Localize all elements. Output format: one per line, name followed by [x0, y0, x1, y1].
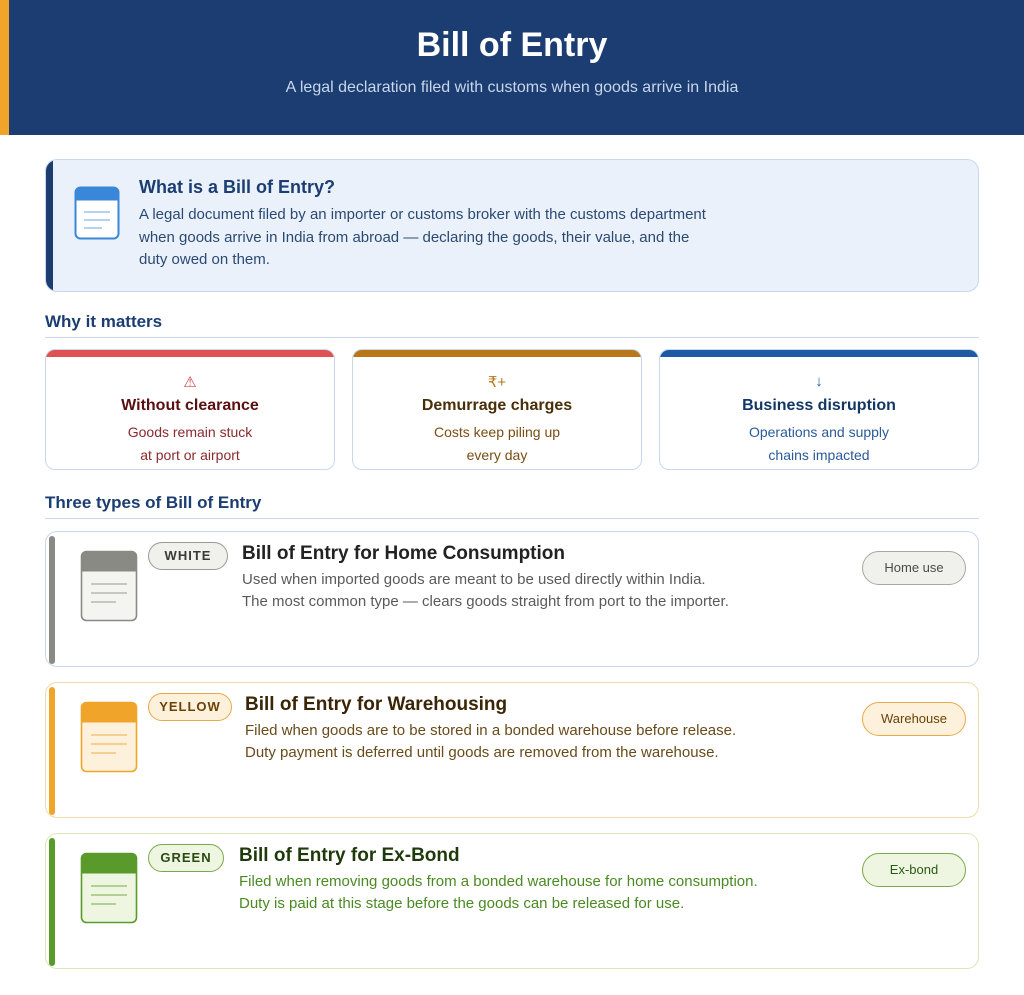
type-color-badge: GREEN: [148, 844, 224, 872]
type-accent-bar: [49, 838, 55, 966]
impact-card-title: Business disruption: [742, 397, 896, 414]
impact-card-line: every day: [466, 447, 528, 463]
why-section-title: Why it matters: [45, 312, 163, 331]
rupee-plus-icon: ₹+: [487, 374, 507, 391]
types-section-title: Three types of Bill of Entry: [45, 493, 262, 512]
impact-card-description: [660, 421, 978, 467]
type-description-line: Filed when goods are to be stored in a bonded warehouse before release.: [245, 722, 737, 739]
type-usage-pill: Ex-bond: [862, 853, 966, 887]
definition-panel: [45, 159, 979, 292]
impact-card-line: Costs keep piling up: [433, 424, 561, 440]
boe-type-card-ex-bond: [45, 833, 979, 969]
type-description-line: Used when imported goods are meant to be used directly within India.: [242, 571, 706, 588]
impact-card-title: Demurrage charges: [421, 397, 573, 414]
why-section-divider: [45, 337, 979, 338]
impact-card-line: chains impacted: [768, 447, 870, 463]
type-usage-pill: Home use: [862, 551, 966, 585]
type-description-line: Filed when removing goods from a bonded warehouse for home consumption.: [239, 873, 758, 890]
types-section-divider: [45, 518, 979, 519]
document-icon: [80, 550, 138, 622]
impact-card-demurrage: [352, 349, 642, 470]
impact-card-accent: [660, 350, 978, 357]
type-description-line: Duty is paid at this stage before the goods can be released for use.: [239, 894, 685, 912]
type-usage-pill: Warehouse: [862, 702, 966, 736]
type-accent-bar: [49, 536, 55, 664]
type-description: [242, 569, 729, 612]
boe-type-card-warehousing: [45, 682, 979, 818]
type-description: [245, 720, 736, 763]
header-accent-bar: [0, 0, 9, 135]
impact-card-line: at port or airport: [140, 447, 240, 463]
type-description: [239, 871, 758, 914]
impact-card-line: Goods remain stuck: [127, 424, 253, 440]
impact-card-description: [46, 421, 334, 467]
impact-card-accent: [46, 350, 334, 357]
type-title: Bill of Entry for Warehousing: [245, 694, 508, 715]
header-banner: [0, 0, 1024, 135]
type-title: Bill of Entry for Ex-Bond: [239, 845, 460, 866]
impact-card-clearance: [45, 349, 335, 470]
type-title: Bill of Entry for Home Consumption: [242, 543, 565, 564]
impact-card-accent: [353, 350, 641, 357]
document-icon: [80, 701, 138, 773]
type-description-line: The most common type — clears goods straight from port to the importer.: [242, 592, 729, 610]
warning-icon: ⚠: [183, 374, 197, 391]
document-icon: [80, 852, 138, 924]
definition-accent-bar: [46, 160, 53, 292]
boe-type-card-home-consumption: [45, 531, 979, 667]
impact-card-title: Without clearance: [121, 397, 259, 414]
type-color-badge: YELLOW: [148, 693, 232, 721]
definition-title: What is a Bill of Entry?: [139, 177, 336, 197]
page-subtitle: A legal declaration filed with customs when goods arrive in India: [285, 79, 739, 96]
arrow-down-icon: ↓: [815, 373, 823, 390]
document-icon: [74, 186, 120, 240]
type-color-badge: WHITE: [148, 542, 228, 570]
impact-card-line: Operations and supply: [748, 424, 890, 440]
type-description-line: Duty payment is deferred until goods are removed from the warehouse.: [245, 743, 719, 761]
impact-card-description: [353, 421, 641, 467]
definition-body: A legal document filed by an importer or customs broker with the customs department when goods arrive in India from abroad — declaring the goods, their value, and the duty owed on them.: [139, 206, 706, 268]
impact-card-disruption: [659, 349, 979, 470]
page-title: Bill of Entry: [416, 26, 608, 64]
type-accent-bar: [49, 687, 55, 815]
